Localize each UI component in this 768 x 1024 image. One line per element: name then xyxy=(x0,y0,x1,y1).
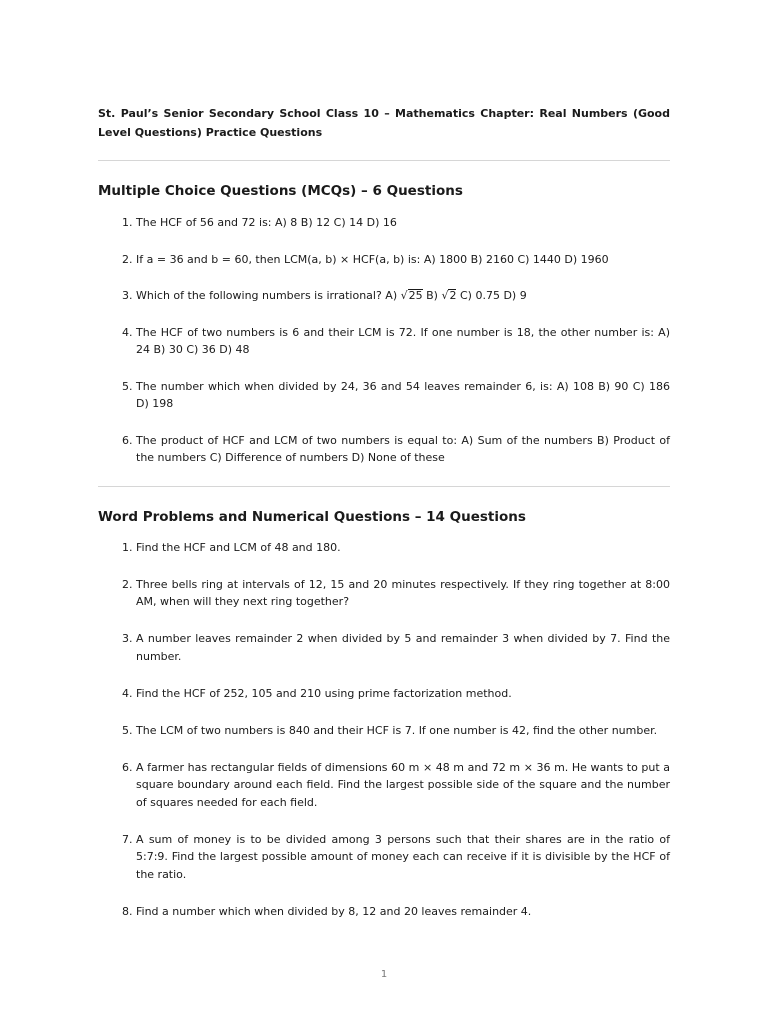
question-text-start: Which of the following numbers is irrational? A) √ xyxy=(136,289,408,302)
question-number: 8. xyxy=(122,904,133,918)
question-text: Three bells ring at intervals of 12, 15 and 20 minutes respectively. If they ring together at 8:00 AM, when will they next ring together? xyxy=(136,577,670,608)
question-number: 4. xyxy=(122,686,133,700)
word-question-4 xyxy=(98,685,670,703)
question-number: 4. xyxy=(122,325,133,339)
question-number: 6. xyxy=(122,433,133,447)
document-page xyxy=(98,104,670,920)
question-text: The HCF of two numbers is 6 and their LCM is 72. If one number is 18, the other number is: A) 24 B) 30 C) 36 D) 48 xyxy=(136,325,670,356)
section-divider xyxy=(98,486,670,487)
question-text: The HCF of 56 and 72 is: A) 8 B) 12 C) 14 D) 16 xyxy=(136,216,397,229)
question-number: 7. xyxy=(122,832,133,846)
question-text: The number which when divided by 24, 36 and 54 leaves remainder 6, is: A) 108 B) 90 C) 186 D) 198 xyxy=(136,379,670,410)
question-text-end: C) 0.75 D) 9 xyxy=(456,289,527,302)
question-number: 2. xyxy=(122,252,133,266)
word-question-6 xyxy=(98,759,670,812)
question-number: 1. xyxy=(122,216,133,229)
mcq-question-list xyxy=(98,214,670,467)
radicand-2: 2 xyxy=(449,289,457,302)
question-text: The LCM of two numbers is 840 and their HCF is 7. If one number is 42, find the other number. xyxy=(136,723,658,737)
question-text: Find a number which when divided by 8, 12 and 20 leaves remainder 4. xyxy=(136,904,532,918)
mcq-question-2 xyxy=(98,251,670,269)
word-question-list xyxy=(98,539,670,921)
radicand-25: 25 xyxy=(408,289,423,302)
word-problems-section-heading: Word Problems and Numerical Questions – 14 Questions xyxy=(98,508,526,525)
word-question-2 xyxy=(98,576,670,611)
question-number: 5. xyxy=(122,723,133,737)
mcq-question-6 xyxy=(98,432,670,467)
question-number: 5. xyxy=(122,379,133,393)
question-number: 3. xyxy=(122,289,133,302)
question-text: The product of HCF and LCM of two numbers is equal to: A) Sum of the numbers B) Product of the numbers C) Difference of numbers D) None of these xyxy=(136,433,670,464)
question-text: A farmer has rectangular fields of dimensions 60 m × 48 m and 72 m × 36 m. He wants to put a square boundary around each field. Find the largest possible side of the square and the number of squares needed for each field. xyxy=(136,760,670,809)
mcq-question-4 xyxy=(98,324,670,359)
question-text: Find the HCF of 252, 105 and 210 using prime factorization method. xyxy=(136,686,512,700)
mcq-section-heading: Multiple Choice Questions (MCQs) – 6 Questions xyxy=(98,183,463,199)
question-text: A sum of money is to be divided among 3 persons such that their shares are in the ratio of 5:7:9. Find the largest possible amount of money each can receive if it is divisible by the HCF of the ratio. xyxy=(136,832,670,881)
word-question-1 xyxy=(98,539,670,557)
document-title: St. Paul’s Senior Secondary School Class 10 – Mathematics Chapter: Real Numbers (Good Level Questions) Practice Questions xyxy=(98,107,670,139)
section-divider xyxy=(98,160,670,161)
mcq-question-1 xyxy=(98,214,670,232)
mcq-question-3 xyxy=(98,287,670,305)
word-question-5 xyxy=(98,722,670,740)
mcq-question-5 xyxy=(98,378,670,413)
word-question-3 xyxy=(98,630,670,665)
page-number: 1 xyxy=(380,969,388,980)
question-text: Find the HCF and LCM of 48 and 180. xyxy=(136,540,341,554)
question-text: If a = 36 and b = 60, then LCM(a, b) × HCF(a, b) is: A) 1800 B) 2160 C) 1440 D) 1960 xyxy=(136,252,609,266)
question-number: 2. xyxy=(122,577,133,591)
question-number: 6. xyxy=(122,760,133,774)
question-number: 3. xyxy=(122,632,133,645)
question-text: A number leaves remainder 2 when divided by 5 and remainder 3 when divided by 7. Find the number. xyxy=(136,632,670,663)
word-question-8 xyxy=(98,903,670,921)
word-question-7 xyxy=(98,831,670,884)
question-number: 1. xyxy=(122,540,133,554)
question-text-mid: B) √ xyxy=(422,289,449,302)
